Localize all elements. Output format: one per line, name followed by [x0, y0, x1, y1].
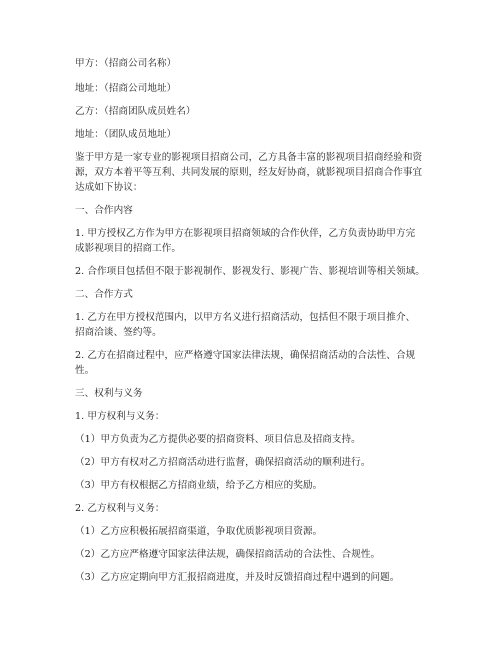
party-a-name: 甲方：（招商公司名称）	[75, 58, 177, 69]
section-2-item-2-line-1: 2. 乙方在招商过程中，应严格遵守国家法律法规，确保招商活动的合法性、合规	[75, 350, 416, 361]
section-2-item-1-line-1: 1. 乙方在甲方授权范围内，以甲方名义进行招商活动，包括但不限于项目推介、	[75, 312, 416, 323]
section-1-item-1-line-1: 1. 甲方授权乙方作为甲方在影视项目招商领域的合作伙伴，乙方负责协助甲方完	[75, 228, 416, 239]
section-3-party-a-item: （3）甲方有权根据乙方招商业绩，给予乙方相应的奖励。	[75, 480, 323, 491]
section-2-heading: 二、合作方式	[75, 289, 133, 300]
section-3-party-b-heading: 2. 乙方权利与义务：	[75, 503, 165, 514]
section-3-heading: 三、权利与义务	[75, 388, 143, 399]
section-3-party-b-item: （3）乙方应定期向甲方汇报招商进度，并及时反馈招商过程中遇到的问题。	[75, 572, 400, 583]
party-a-address: 地址：（招商公司地址）	[75, 83, 177, 94]
intro-line-3: 达成如下协议：	[75, 182, 143, 193]
section-1-item-2: 2. 合作项目包括但不限于影视制作、影视发行、影视广告、影视培训等相关领域。	[75, 266, 425, 277]
section-1-item-1-line-2: 成影视项目的招商工作。	[75, 243, 182, 254]
section-3-party-b-item: （2）乙方应严格遵守国家法律法规，确保招商活动的合法性、合规性。	[75, 549, 381, 560]
party-b-name: 乙方：（招商团队成员姓名）	[75, 106, 196, 117]
section-2-item-2-line-2: 性。	[75, 365, 95, 376]
intro-line-2: 源，双方本着平等互利、共同发展的原则，经友好协商，就影视项目招商合作事宜	[75, 167, 423, 178]
section-3-party-a-item: （2）甲方有权对乙方招商活动进行监督，确保招商活动的顺利进行。	[75, 457, 371, 468]
section-3-party-b-item: （1）乙方应积极拓展招商渠道，争取优质影视项目资源。	[75, 526, 323, 537]
intro-line-1: 鉴于甲方是一家专业的影视项目招商公司，乙方具备丰富的影视项目招商经验和资	[75, 152, 423, 163]
party-b-address: 地址：（团队成员地址）	[75, 129, 177, 140]
section-1-heading: 一、合作内容	[75, 205, 133, 216]
section-3-party-a-heading: 1. 甲方权利与义务：	[75, 411, 165, 422]
section-2-item-1-line-2: 招商洽谈、签约等。	[75, 327, 162, 338]
section-3-party-a-item: （1）甲方负责为乙方提供必要的招商资料、项目信息及招商支持。	[75, 434, 361, 445]
